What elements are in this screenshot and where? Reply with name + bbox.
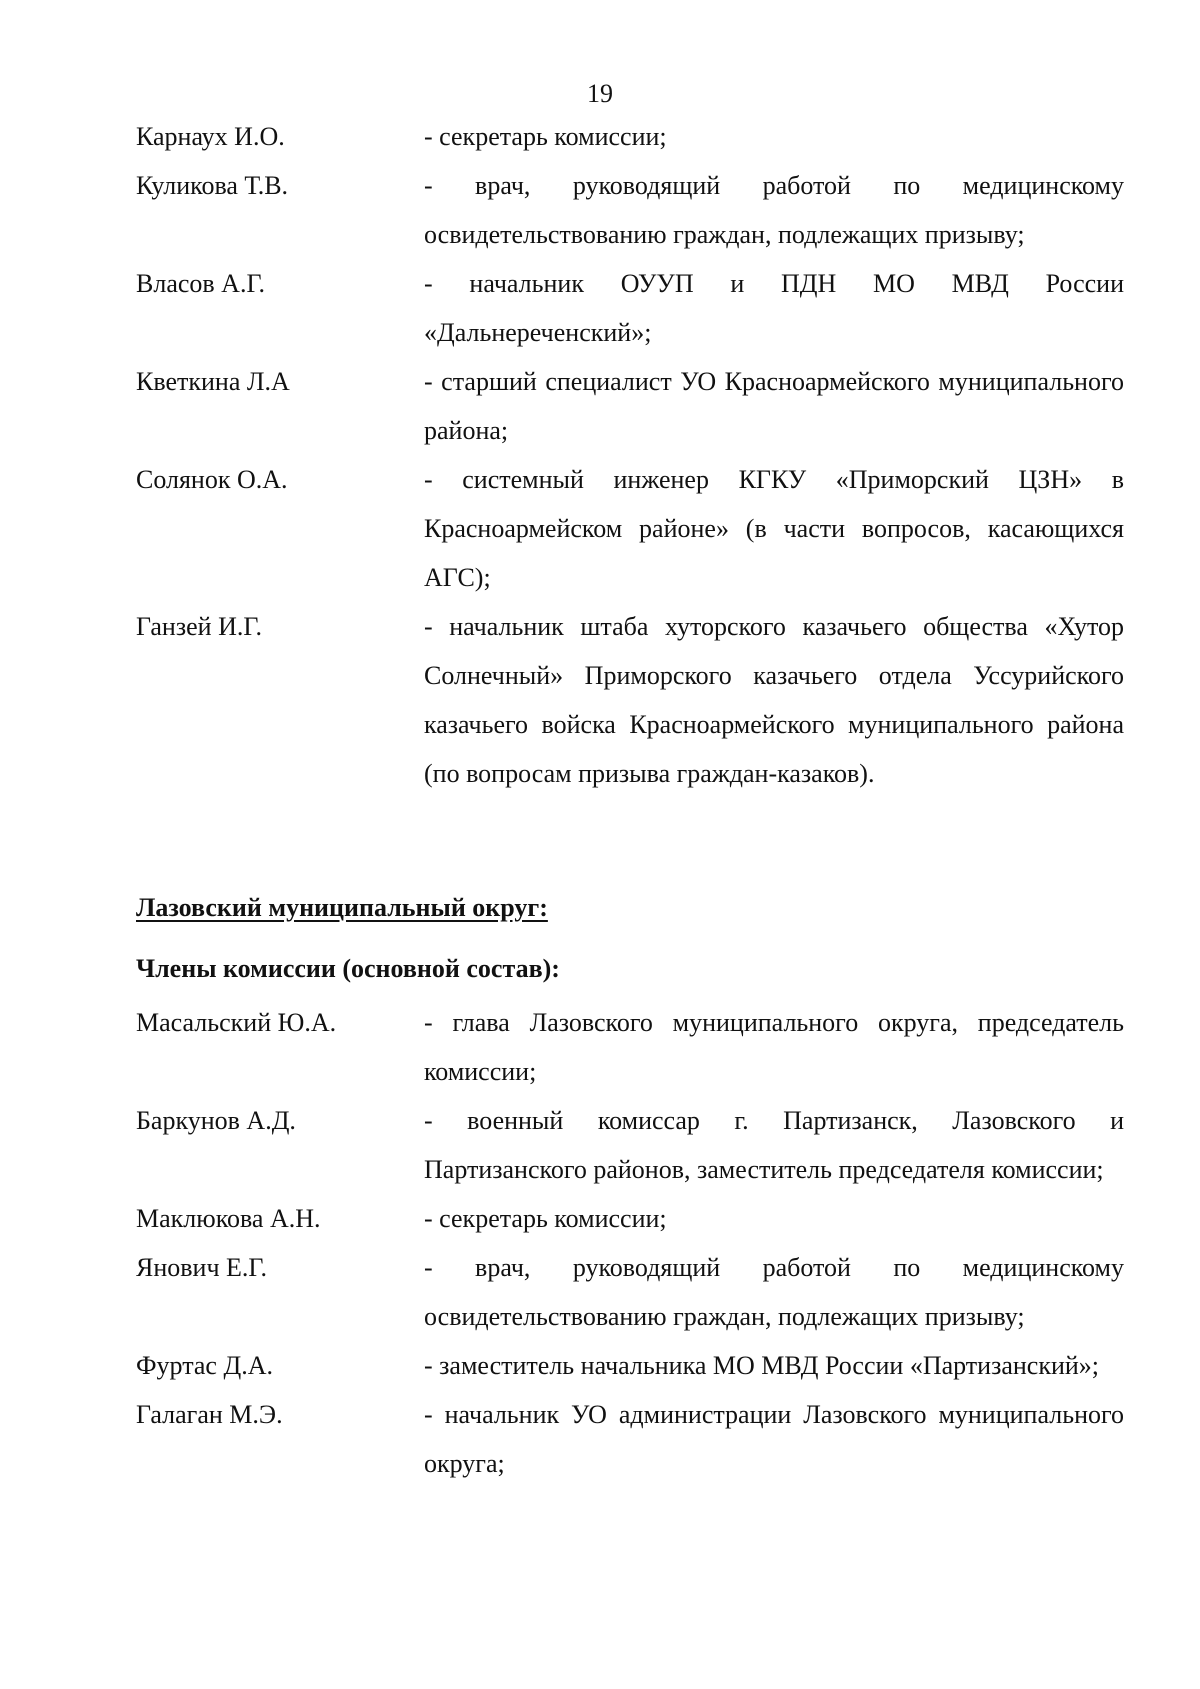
member-name: Ганзей И.Г. (136, 612, 262, 641)
member-row (136, 1096, 1124, 1194)
member-name: Баркунов А.Д. (136, 1106, 296, 1135)
member-role: - начальник штаба хуторского казачьего общества «Хутор Солнечный» Приморского казачьего отдела Уссурийского казачьего войска Красноармейского муниципального района (по вопросам призыва граждан-казаков). (424, 612, 1124, 788)
page-number: 19 (587, 79, 613, 108)
member-role: - врач, руководящий работой по медицинскому освидетельствованию граждан, подлежащих призыву; (424, 1253, 1124, 1331)
member-row (136, 998, 1124, 1096)
member-name: Фуртас Д.А. (136, 1351, 273, 1380)
commission-list-part2 (136, 998, 1124, 1488)
member-role: - заместитель начальника МО МВД России «Партизанский»; (424, 1351, 1100, 1380)
member-row (136, 1194, 1124, 1243)
member-row (136, 112, 1124, 161)
commission-list-part1 (136, 112, 1124, 798)
member-name: Галаган М.Э. (136, 1400, 283, 1429)
member-name: Маклюкова А.Н. (136, 1204, 321, 1233)
section-subtitle: Члены комиссии (основной состав): (136, 954, 560, 983)
member-row (136, 455, 1124, 602)
member-name: Янович Е.Г. (136, 1253, 268, 1282)
member-name: Кветкина Л.А (136, 367, 290, 396)
member-name: Масальский Ю.А. (136, 1008, 337, 1037)
member-name: Карнаух И.О. (136, 122, 285, 151)
member-role: - старший специалист УО Красноармейского муниципального района; (424, 367, 1124, 445)
member-row (136, 602, 1124, 798)
member-row (136, 161, 1124, 259)
member-role: - системный инженер КГКУ «Приморский ЦЗН» в Красноармейском районе» (в части вопросов, касающихся АГС); (424, 465, 1124, 592)
member-row (136, 1243, 1124, 1341)
member-role: - начальник УО администрации Лазовского муниципального округа; (424, 1400, 1124, 1478)
member-role: - врач, руководящий работой по медицинскому освидетельствованию граждан, подлежащих призыву; (424, 171, 1124, 249)
member-row (136, 357, 1124, 455)
member-role: - глава Лазовского муниципального округа, председатель комиссии; (424, 1008, 1124, 1086)
member-row (136, 259, 1124, 357)
member-name: Солянок О.А. (136, 465, 288, 494)
member-row (136, 1390, 1124, 1488)
member-role: - начальник ОУУП и ПДН МО МВД России «Дальнереченский»; (424, 269, 1124, 347)
member-role: - военный комиссар г. Партизанск, Лазовского и Партизанского районов, заместитель председателя комиссии; (424, 1106, 1124, 1184)
member-role: - секретарь комиссии; (424, 122, 667, 151)
member-name: Куликова Т.В. (136, 171, 289, 200)
member-row (136, 1341, 1124, 1390)
member-role: - секретарь комиссии; (424, 1204, 667, 1233)
member-name: Власов А.Г. (136, 269, 266, 298)
section-title: Лазовский муниципальный округ: (136, 893, 548, 922)
